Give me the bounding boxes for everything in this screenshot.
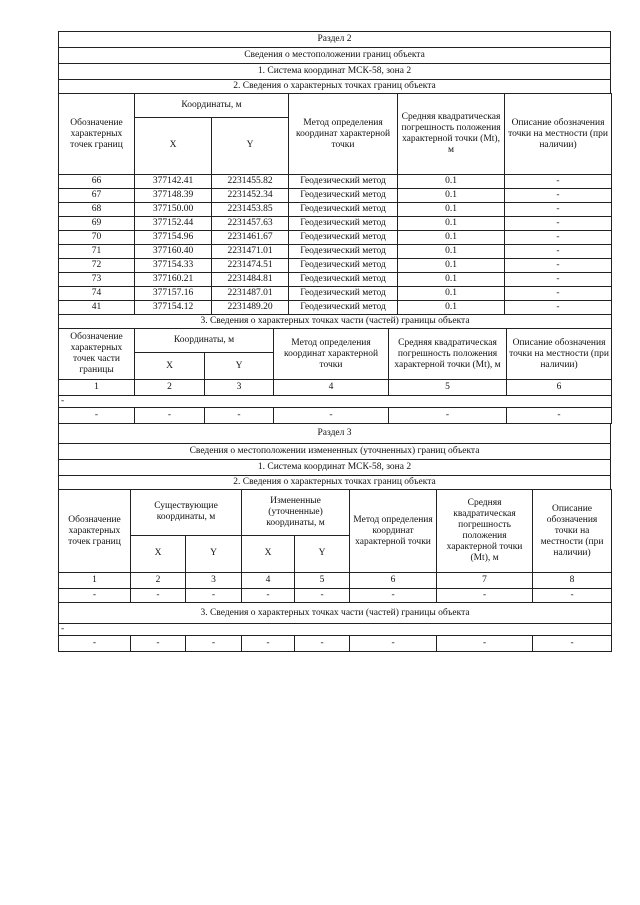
empty-cell: - [135, 408, 205, 424]
parts-x-header: X [135, 353, 205, 380]
col-designation-header: Обозначение характерных точек границ [59, 94, 135, 175]
error-cell: 0.1 [398, 259, 505, 273]
error-cell: 0.1 [398, 273, 505, 287]
empty-cell: - [533, 636, 612, 652]
error-cell: 0.1 [398, 189, 505, 203]
number-cell: 5 [389, 380, 507, 396]
method-cell: Геодезический метод [289, 203, 398, 217]
empty-cell: - [533, 589, 612, 603]
point-id-cell: 66 [59, 175, 135, 189]
number-cell: 6 [350, 573, 437, 589]
section-3-title: Раздел 3 [59, 424, 611, 444]
section-3-points-table [58, 489, 612, 652]
section-3-subtitle: Сведения о местоположении измененных (уточненных) границ объекта [59, 444, 611, 460]
empty-cell: - [389, 408, 507, 424]
empty-cell: - [242, 589, 295, 603]
parts-method-header: Метод определения координат характерной точки [274, 329, 389, 380]
number-cell: 2 [135, 380, 205, 396]
section-2-parts-table [58, 328, 612, 424]
point-id-cell: 74 [59, 287, 135, 301]
s3-changed-header: Измененные (уточненные) координаты, м [242, 490, 350, 536]
x-coord-cell: 377160.40 [135, 245, 212, 259]
col-coords-header: Координаты, м [135, 94, 289, 118]
section-2-coord-system: 1. Система координат МСК-58, зона 2 [59, 64, 611, 80]
point-id-cell: 69 [59, 217, 135, 231]
s3-changed-y-header: Y [295, 535, 350, 572]
parts-error-header: Средняя квадратическая погрешность положения характерной точки (Mt), м [389, 329, 507, 380]
number-cell: 4 [274, 380, 389, 396]
error-cell: 0.1 [398, 245, 505, 259]
s3-number-row [59, 573, 612, 589]
desc-cell: - [505, 273, 612, 287]
empty-cell: - [507, 408, 612, 424]
point-id-cell: 70 [59, 231, 135, 245]
desc-cell: - [505, 259, 612, 273]
error-cell: 0.1 [398, 217, 505, 231]
y-coord-cell: 2231471.01 [212, 245, 289, 259]
empty-cell: - [59, 408, 135, 424]
point-row [59, 273, 612, 287]
point-row [59, 287, 612, 301]
desc-cell: - [505, 203, 612, 217]
y-coord-cell: 2231457.63 [212, 217, 289, 231]
number-cell: 3 [205, 380, 274, 396]
empty-cell: - [131, 589, 186, 603]
y-coord-cell: 2231484.81 [212, 273, 289, 287]
method-cell: Геодезический метод [289, 259, 398, 273]
method-cell: Геодезический метод [289, 273, 398, 287]
point-id-cell: 68 [59, 203, 135, 217]
point-row [59, 217, 612, 231]
x-coord-cell: 377150.00 [135, 203, 212, 217]
desc-cell: - [505, 231, 612, 245]
col-y-header: Y [212, 117, 289, 174]
desc-cell: - [505, 217, 612, 231]
section-2-subtitle: Сведения о местоположении границ объекта [59, 48, 611, 64]
x-coord-cell: 377154.33 [135, 259, 212, 273]
desc-cell: - [505, 301, 612, 315]
s3-existing-x-header: X [131, 535, 186, 572]
error-cell: 0.1 [398, 287, 505, 301]
section-2-header-table [58, 31, 611, 94]
number-cell: 6 [507, 380, 612, 396]
number-cell: 4 [242, 573, 295, 589]
number-cell: 1 [59, 573, 131, 589]
y-coord-cell: 2231455.82 [212, 175, 289, 189]
method-cell: Геодезический метод [289, 231, 398, 245]
section-2-title: Раздел 2 [59, 32, 611, 48]
method-cell: Геодезический метод [289, 287, 398, 301]
empty-cell: - [186, 589, 242, 603]
empty-cell: - [274, 408, 389, 424]
empty-cell: - [131, 636, 186, 652]
y-coord-cell: 2231474.51 [212, 259, 289, 273]
section-2-points-body [59, 175, 612, 315]
method-cell: Геодезический метод [289, 175, 398, 189]
empty-cell: - [437, 589, 533, 603]
desc-cell: - [505, 175, 612, 189]
col-desc-header: Описание обозначения точки на местности (при наличии) [505, 94, 612, 175]
point-row [59, 231, 612, 245]
x-coord-cell: 377142.41 [135, 175, 212, 189]
desc-cell: - [505, 287, 612, 301]
y-coord-cell: 2231453.85 [212, 203, 289, 217]
parts-desc-header: Описание обозначения точки на местности (при наличии) [507, 329, 612, 380]
parts-designation-header: Обозначение характерных точек части границы [59, 329, 135, 380]
number-cell: 2 [131, 573, 186, 589]
s3-existing-y-header: Y [186, 535, 242, 572]
empty-cell: - [59, 589, 131, 603]
section-3-points-title: 2. Сведения о характерных точках границ объекта [59, 476, 611, 490]
s3-changed-x-header: X [242, 535, 295, 572]
empty-cell: - [350, 636, 437, 652]
parts-number-row [59, 380, 612, 396]
section-3-parts-title: 3. Сведения о характерных точках части (частей) границы объекта [59, 603, 612, 624]
y-coord-cell: 2231461.67 [212, 231, 289, 245]
s3-error-header: Средняя квадратическая погрешность положения характерной точки (Mt), м [437, 490, 533, 573]
number-cell: 3 [186, 573, 242, 589]
section-3-header-table [58, 423, 611, 490]
section-2-points-table [58, 93, 612, 329]
method-cell: Геодезический метод [289, 217, 398, 231]
number-cell: 8 [533, 573, 612, 589]
desc-cell: - [505, 189, 612, 203]
point-id-cell: 41 [59, 301, 135, 315]
empty-cell: - [437, 636, 533, 652]
point-id-cell: 72 [59, 259, 135, 273]
point-row [59, 245, 612, 259]
empty-cell: - [295, 636, 350, 652]
method-cell: Геодезический метод [289, 301, 398, 315]
x-coord-cell: 377157.16 [135, 287, 212, 301]
col-method-header: Метод определения координат характерной точки [289, 94, 398, 175]
x-coord-cell: 377154.12 [135, 301, 212, 315]
part-label: - [59, 396, 612, 408]
y-coord-cell: 2231452.34 [212, 189, 289, 203]
point-row [59, 259, 612, 273]
point-id-cell: 71 [59, 245, 135, 259]
x-coord-cell: 377152.44 [135, 217, 212, 231]
point-id-cell: 73 [59, 273, 135, 287]
s3-parts-empty-row [59, 636, 612, 652]
s3-existing-header: Существующие координаты, м [131, 490, 242, 536]
method-cell: Геодезический метод [289, 245, 398, 259]
s3-designation-header: Обозначение характерных точек границ [59, 490, 131, 573]
empty-cell: - [205, 408, 274, 424]
section-2-parts-title: 3. Сведения о характерных точках части (частей) границы объекта [59, 315, 612, 329]
y-coord-cell: 2231487.01 [212, 287, 289, 301]
s3-method-header: Метод определения координат характерной точки [350, 490, 437, 573]
s3-part-label: - [59, 624, 612, 636]
error-cell: 0.1 [398, 301, 505, 315]
parts-coords-header: Координаты, м [135, 329, 274, 353]
number-cell: 7 [437, 573, 533, 589]
error-cell: 0.1 [398, 175, 505, 189]
parts-empty-row [59, 408, 612, 424]
point-row [59, 301, 612, 315]
col-x-header: X [135, 117, 212, 174]
empty-cell: - [242, 636, 295, 652]
section-3-coord-system: 1. Система координат МСК-58, зона 2 [59, 460, 611, 476]
s3-desc-header: Описание обозначения точки на местности (при наличии) [533, 490, 612, 573]
error-cell: 0.1 [398, 231, 505, 245]
empty-cell: - [350, 589, 437, 603]
number-cell: 5 [295, 573, 350, 589]
x-coord-cell: 377154.96 [135, 231, 212, 245]
point-row [59, 189, 612, 203]
point-row [59, 203, 612, 217]
desc-cell: - [505, 245, 612, 259]
point-row [59, 175, 612, 189]
col-error-header: Средняя квадратическая погрешность положения характерной точки (Mt), м [398, 94, 505, 175]
parts-y-header: Y [205, 353, 274, 380]
empty-cell: - [295, 589, 350, 603]
point-id-cell: 67 [59, 189, 135, 203]
number-cell: 1 [59, 380, 135, 396]
s3-empty-row [59, 589, 612, 603]
empty-cell: - [59, 636, 131, 652]
method-cell: Геодезический метод [289, 189, 398, 203]
x-coord-cell: 377148.39 [135, 189, 212, 203]
error-cell: 0.1 [398, 203, 505, 217]
y-coord-cell: 2231489.20 [212, 301, 289, 315]
section-2-points-title: 2. Сведения о характерных точках границ объекта [59, 80, 611, 94]
empty-cell: - [186, 636, 242, 652]
section-2 [58, 31, 611, 652]
x-coord-cell: 377160.21 [135, 273, 212, 287]
